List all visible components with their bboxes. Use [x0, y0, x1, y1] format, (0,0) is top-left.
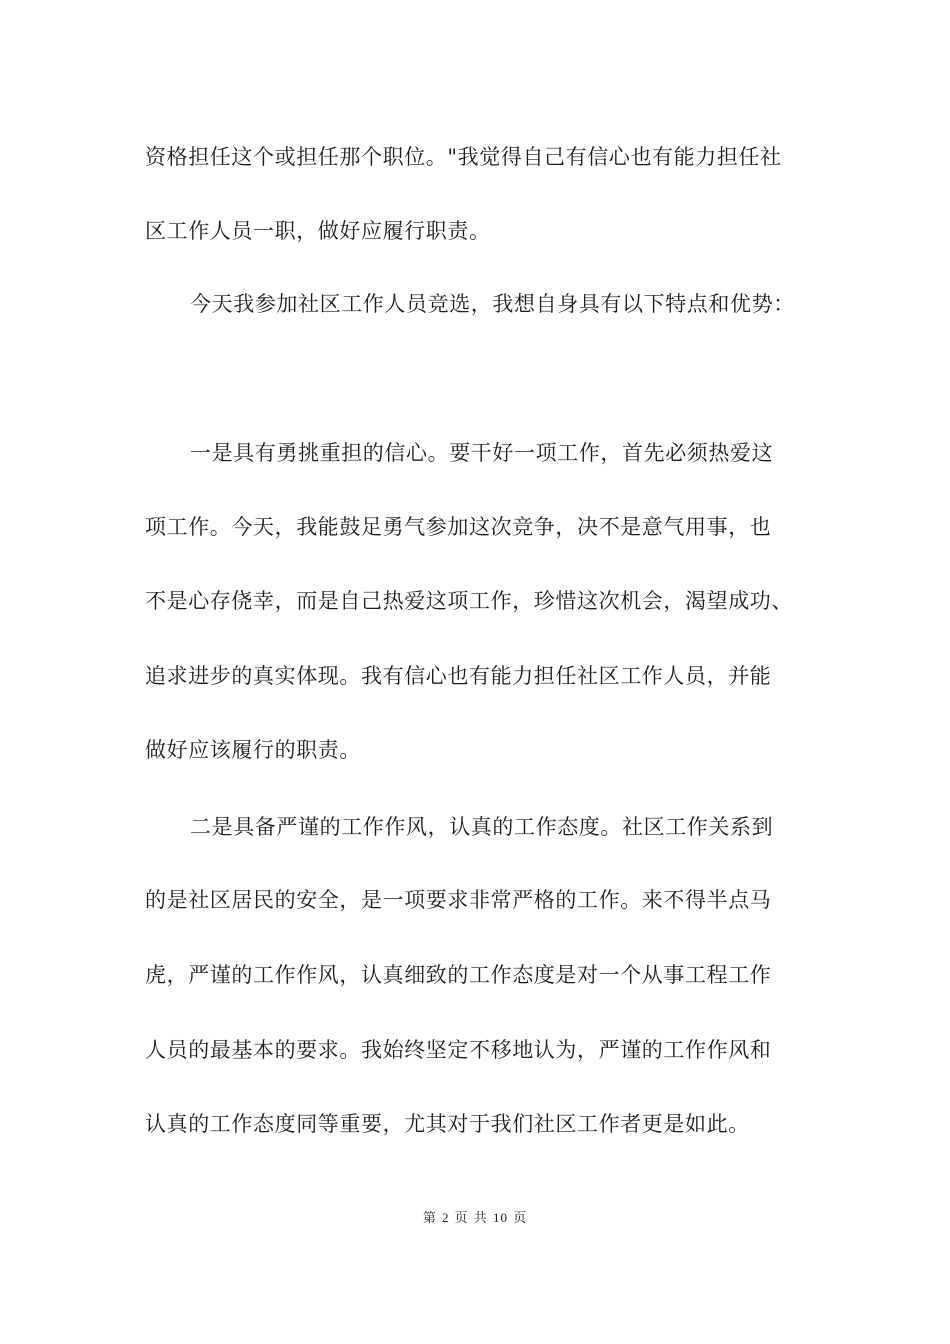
- text-line: 人员的最基本的要求。我始终坚定不移地认为，严谨的工作作风和: [145, 1038, 772, 1062]
- text-line: 区工作人员一职，做好应履行职责。: [145, 219, 491, 243]
- text-line: 做好应该履行的职责。: [145, 738, 361, 762]
- text-line: 不是心存侥幸，而是自己热爱这项工作，珍惜这次机会，渴望成功、: [145, 589, 793, 613]
- footer-middle: 页 共: [454, 1211, 488, 1226]
- page-footer: [0, 1208, 950, 1229]
- text-line: 资格担任这个或担任那个职位。"我觉得自己有信心也有能力担任社: [145, 145, 782, 169]
- text-line: 项工作。今天，我能鼓足勇气参加这次竞争，决不是意气用事，也: [145, 515, 772, 539]
- text-line: 认真的工作态度同等重要，尤其对于我们社区工作者更是如此。: [145, 1112, 750, 1136]
- paragraph-start-line: 二是具备严谨的工作作风，认真的工作态度。社区工作关系到: [190, 815, 774, 839]
- footer-suffix: 页: [513, 1211, 528, 1226]
- paragraph-start-line: 一是具有勇挑重担的信心。要干好一项工作，首先必须热爱这: [190, 441, 774, 465]
- text-line: 的是社区居民的安全，是一项要求非常严格的工作。来不得半点马: [145, 888, 772, 912]
- text-line: 虎，严谨的工作作风，认真细致的工作态度是对一个从事工程工作: [145, 963, 772, 987]
- total-pages-number: 10: [492, 1210, 508, 1225]
- footer-prefix: 第: [422, 1211, 437, 1226]
- paragraph-start-line: 今天我参加社区工作人员竞选，我想自身具有以下特点和优势：: [190, 292, 795, 316]
- text-line: 追求进步的真实体现。我有信心也有能力担任社区工作人员，并能: [145, 664, 772, 688]
- current-page-number: 2: [442, 1210, 450, 1225]
